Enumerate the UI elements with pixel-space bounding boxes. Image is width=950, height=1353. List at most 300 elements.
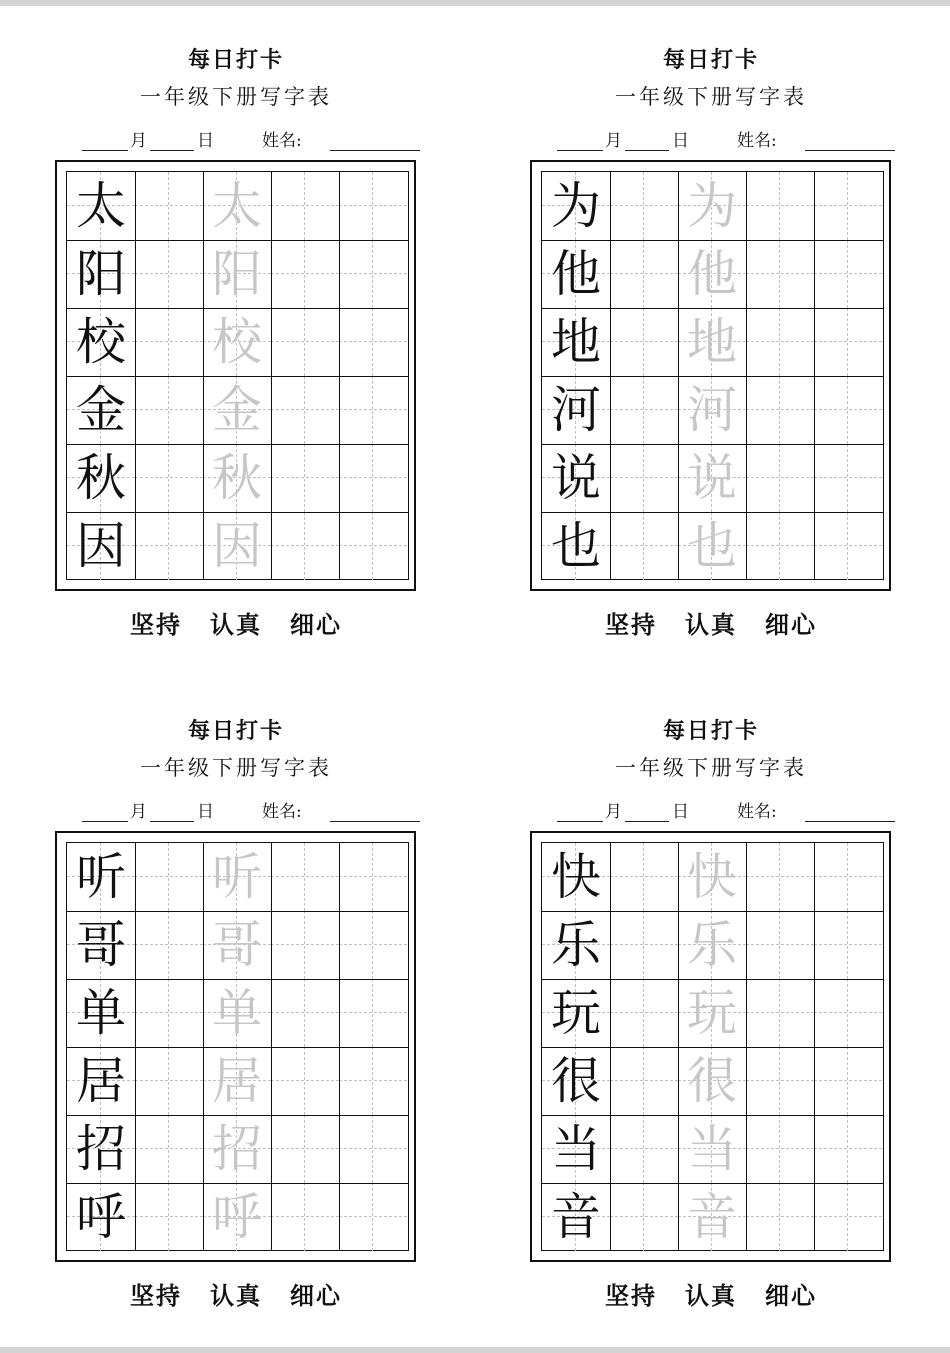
grid-row — [67, 843, 408, 911]
month-blank[interactable] — [82, 821, 128, 822]
guide-line-horizontal — [339, 205, 407, 206]
practice-cell[interactable] — [746, 444, 814, 512]
practice-cell[interactable] — [814, 512, 882, 580]
model-cell — [542, 911, 610, 979]
model-character: 居 — [76, 1052, 126, 1110]
model-cell — [67, 979, 135, 1047]
model-character: 也 — [551, 517, 601, 575]
trace-cell[interactable] — [678, 172, 746, 240]
month-label: 月 — [605, 802, 622, 822]
practice-cell[interactable] — [746, 1047, 814, 1115]
month-blank[interactable] — [557, 821, 603, 822]
grid-row — [67, 240, 408, 308]
practice-cell[interactable] — [339, 1047, 407, 1115]
practice-cell[interactable] — [746, 512, 814, 580]
day-blank[interactable] — [150, 821, 194, 822]
practice-cell[interactable] — [271, 240, 339, 308]
practice-cell[interactable] — [610, 376, 678, 444]
guide-line-horizontal — [746, 1216, 814, 1217]
grid-row — [67, 172, 408, 240]
guide-line-vertical — [304, 308, 305, 376]
practice-cell[interactable] — [746, 1115, 814, 1183]
grid-row-line — [542, 512, 883, 513]
practice-cell[interactable] — [610, 1047, 678, 1115]
practice-cell[interactable] — [610, 1183, 678, 1251]
grid-row — [67, 444, 408, 512]
grid-row-line — [67, 1115, 408, 1116]
guide-line-horizontal — [746, 205, 814, 206]
guide-line-vertical — [372, 512, 373, 580]
name-label: 姓名: — [737, 131, 777, 151]
grid-row-line — [67, 979, 408, 980]
guide-line-horizontal — [746, 545, 814, 546]
practice-cell[interactable] — [271, 308, 339, 376]
practice-sheet — [525, 711, 905, 1311]
trace-cell[interactable] — [203, 1047, 271, 1115]
sheet-subtitle: 一年级下册写字表 — [140, 756, 332, 780]
motto-word: 认真 — [210, 610, 262, 639]
practice-cell[interactable] — [135, 308, 203, 376]
trace-cell[interactable] — [203, 376, 271, 444]
grid-row-line — [542, 911, 883, 912]
name-label: 姓名: — [262, 131, 302, 151]
trace-cell[interactable] — [203, 979, 271, 1047]
guide-line-horizontal — [339, 944, 407, 945]
guide-line-horizontal — [135, 273, 203, 274]
motto-line — [50, 1279, 422, 1313]
grid-row — [542, 308, 883, 376]
day-blank[interactable] — [625, 150, 669, 151]
trace-cell[interactable] — [678, 240, 746, 308]
date-name-line — [525, 800, 897, 824]
practice-cell[interactable] — [814, 843, 882, 911]
guide-line-vertical — [847, 843, 848, 911]
guide-line-vertical — [643, 172, 644, 240]
guide-line-vertical — [304, 979, 305, 1047]
trace-cell[interactable] — [203, 444, 271, 512]
practice-cell[interactable] — [271, 1183, 339, 1251]
practice-cell[interactable] — [135, 1115, 203, 1183]
month-blank[interactable] — [557, 150, 603, 151]
trace-character: 很 — [687, 1052, 737, 1110]
trace-character: 因 — [212, 517, 262, 575]
guide-line-vertical — [643, 1115, 644, 1183]
model-cell — [67, 512, 135, 580]
grid-row — [542, 843, 883, 911]
practice-cell[interactable] — [814, 1047, 882, 1115]
guide-line-horizontal — [271, 273, 339, 274]
model-character: 太 — [76, 177, 126, 235]
guide-line-vertical — [779, 911, 780, 979]
practice-cell[interactable] — [814, 911, 882, 979]
guide-line-vertical — [779, 308, 780, 376]
guide-line-vertical — [304, 512, 305, 580]
guide-line-horizontal — [814, 273, 882, 274]
practice-cell[interactable] — [271, 1047, 339, 1115]
day-blank[interactable] — [150, 150, 194, 151]
writing-grid-frame — [530, 831, 891, 1262]
model-cell — [67, 911, 135, 979]
guide-line-horizontal — [271, 1216, 339, 1217]
writing-grid-frame — [530, 160, 891, 591]
guide-line-vertical — [372, 843, 373, 911]
trace-cell[interactable] — [678, 308, 746, 376]
guide-line-horizontal — [746, 1080, 814, 1081]
guide-line-horizontal — [610, 205, 678, 206]
practice-cell[interactable] — [339, 240, 407, 308]
model-cell — [542, 843, 610, 911]
name-label: 姓名: — [262, 802, 302, 822]
practice-cell[interactable] — [271, 1115, 339, 1183]
guide-line-vertical — [372, 172, 373, 240]
trace-cell[interactable] — [678, 1183, 746, 1251]
trace-cell[interactable] — [678, 1115, 746, 1183]
grid-row-line — [542, 1183, 883, 1184]
trace-character: 音 — [687, 1188, 737, 1246]
guide-line-horizontal — [271, 944, 339, 945]
practice-cell[interactable] — [610, 308, 678, 376]
guide-line-vertical — [168, 444, 169, 512]
grid-row-line — [542, 240, 883, 241]
motto-line — [525, 608, 897, 642]
trace-character: 为 — [687, 177, 737, 235]
guide-line-vertical — [643, 1183, 644, 1251]
guide-line-horizontal — [610, 944, 678, 945]
practice-cell[interactable] — [135, 444, 203, 512]
guide-line-vertical — [779, 240, 780, 308]
practice-cell[interactable] — [610, 240, 678, 308]
guide-line-horizontal — [135, 477, 203, 478]
sheet-subtitle: 一年级下册写字表 — [615, 85, 807, 109]
guide-line-vertical — [779, 1047, 780, 1115]
practice-cell[interactable] — [135, 1047, 203, 1115]
guide-line-horizontal — [814, 409, 882, 410]
name-blank[interactable] — [330, 821, 420, 822]
practice-cell[interactable] — [746, 843, 814, 911]
guide-line-horizontal — [814, 1216, 882, 1217]
model-character: 玩 — [551, 984, 601, 1042]
guide-line-vertical — [779, 843, 780, 911]
model-cell — [67, 308, 135, 376]
practice-cell[interactable] — [610, 444, 678, 512]
day-label: 日 — [672, 131, 689, 151]
guide-line-horizontal — [339, 1080, 407, 1081]
trace-character: 河 — [687, 381, 737, 439]
grid-row — [67, 376, 408, 444]
practice-cell[interactable] — [135, 843, 203, 911]
practice-cell[interactable] — [610, 979, 678, 1047]
trace-cell[interactable] — [203, 172, 271, 240]
guide-line-vertical — [168, 979, 169, 1047]
trace-character: 阳 — [212, 245, 262, 303]
guide-line-horizontal — [814, 545, 882, 546]
practice-cell[interactable] — [339, 308, 407, 376]
writing-grid-frame — [55, 831, 416, 1262]
sheet-title: 每日打卡 — [662, 718, 759, 744]
practice-cell[interactable] — [746, 172, 814, 240]
guide-line-horizontal — [135, 1216, 203, 1217]
model-cell — [67, 1115, 135, 1183]
guide-line-horizontal — [814, 1080, 882, 1081]
practice-cell[interactable] — [610, 172, 678, 240]
practice-cell[interactable] — [814, 979, 882, 1047]
model-character: 因 — [76, 517, 126, 575]
trace-cell[interactable] — [678, 376, 746, 444]
practice-cell[interactable] — [271, 911, 339, 979]
practice-cell[interactable] — [339, 843, 407, 911]
grid-row — [542, 1047, 883, 1115]
name-blank[interactable] — [805, 821, 895, 822]
guide-line-horizontal — [610, 1012, 678, 1013]
name-blank[interactable] — [805, 150, 895, 151]
name-blank[interactable] — [330, 150, 420, 151]
trace-cell[interactable] — [203, 1115, 271, 1183]
model-cell — [542, 172, 610, 240]
grid-row — [542, 512, 883, 580]
trace-cell[interactable] — [678, 1047, 746, 1115]
practice-cell[interactable] — [746, 240, 814, 308]
guide-line-vertical — [779, 979, 780, 1047]
guide-line-horizontal — [746, 273, 814, 274]
guide-line-horizontal — [135, 409, 203, 410]
guide-line-horizontal — [610, 876, 678, 877]
practice-cell[interactable] — [135, 911, 203, 979]
date-name-line — [50, 800, 422, 824]
practice-cell[interactable] — [610, 512, 678, 580]
guide-line-vertical — [847, 444, 848, 512]
trace-cell[interactable] — [203, 308, 271, 376]
guide-line-vertical — [168, 911, 169, 979]
practice-cell[interactable] — [746, 376, 814, 444]
practice-cell[interactable] — [746, 979, 814, 1047]
trace-cell[interactable] — [678, 979, 746, 1047]
practice-cell[interactable] — [271, 376, 339, 444]
guide-line-vertical — [643, 911, 644, 979]
trace-cell[interactable] — [678, 911, 746, 979]
guide-line-vertical — [304, 444, 305, 512]
grid-row-line — [67, 308, 408, 309]
model-character: 秋 — [76, 449, 126, 507]
trace-cell[interactable] — [203, 512, 271, 580]
guide-line-vertical — [643, 512, 644, 580]
trace-cell[interactable] — [203, 240, 271, 308]
trace-cell[interactable] — [203, 1183, 271, 1251]
writing-grid — [541, 842, 884, 1251]
practice-cell[interactable] — [814, 1183, 882, 1251]
practice-cell[interactable] — [135, 376, 203, 444]
model-cell — [67, 240, 135, 308]
guide-line-horizontal — [610, 341, 678, 342]
grid-row-line — [67, 512, 408, 513]
practice-cell[interactable] — [135, 240, 203, 308]
guide-line-vertical — [372, 376, 373, 444]
trace-character: 玩 — [687, 984, 737, 1042]
trace-cell[interactable] — [203, 843, 271, 911]
grid-row — [67, 1047, 408, 1115]
practice-sheet — [525, 40, 905, 640]
practice-cell[interactable] — [746, 911, 814, 979]
guide-line-horizontal — [610, 1080, 678, 1081]
model-character: 听 — [76, 848, 126, 906]
writing-grid — [66, 842, 409, 1251]
guide-line-vertical — [304, 240, 305, 308]
guide-line-vertical — [847, 172, 848, 240]
practice-cell[interactable] — [339, 911, 407, 979]
model-character: 地 — [551, 313, 601, 371]
guide-line-horizontal — [610, 1216, 678, 1217]
practice-cell[interactable] — [339, 444, 407, 512]
practice-cell[interactable] — [814, 1115, 882, 1183]
guide-line-vertical — [779, 1183, 780, 1251]
motto-word: 认真 — [685, 610, 737, 639]
grid-row — [542, 240, 883, 308]
guide-line-vertical — [372, 444, 373, 512]
writing-grid-frame — [55, 160, 416, 591]
motto-word: 认真 — [210, 1281, 262, 1310]
motto-word: 坚持 — [130, 610, 182, 639]
trace-character: 听 — [212, 848, 262, 906]
trace-cell[interactable] — [678, 843, 746, 911]
guide-line-vertical — [643, 979, 644, 1047]
grid-row-line — [542, 308, 883, 309]
guide-line-vertical — [847, 308, 848, 376]
grid-row-line — [67, 240, 408, 241]
model-cell — [542, 1115, 610, 1183]
practice-cell[interactable] — [271, 512, 339, 580]
practice-cell[interactable] — [814, 376, 882, 444]
practice-cell[interactable] — [610, 843, 678, 911]
guide-line-horizontal — [135, 876, 203, 877]
sheet-title: 每日打卡 — [662, 47, 759, 73]
practice-cell[interactable] — [135, 172, 203, 240]
sheet-title: 每日打卡 — [187, 47, 284, 73]
motto-line — [525, 1279, 897, 1313]
trace-cell[interactable] — [678, 444, 746, 512]
practice-cell[interactable] — [814, 308, 882, 376]
trace-character: 哥 — [212, 916, 262, 974]
practice-cell[interactable] — [339, 1183, 407, 1251]
guide-line-horizontal — [271, 1012, 339, 1013]
practice-cell[interactable] — [135, 1183, 203, 1251]
practice-cell[interactable] — [339, 1115, 407, 1183]
grid-row-line — [542, 1115, 883, 1116]
model-character: 乐 — [551, 916, 601, 974]
practice-cell[interactable] — [610, 1115, 678, 1183]
model-cell — [542, 240, 610, 308]
month-blank[interactable] — [82, 150, 128, 151]
model-cell — [67, 843, 135, 911]
sheet-title: 每日打卡 — [187, 718, 284, 744]
guide-line-horizontal — [135, 205, 203, 206]
model-character: 单 — [76, 984, 126, 1042]
guide-line-vertical — [168, 1115, 169, 1183]
guide-line-horizontal — [135, 341, 203, 342]
grid-row-line — [542, 444, 883, 445]
grid-row-line — [67, 444, 408, 445]
trace-cell[interactable] — [203, 911, 271, 979]
motto-word: 细心 — [765, 1281, 817, 1310]
grid-row-line — [67, 376, 408, 377]
practice-cell[interactable] — [135, 979, 203, 1047]
guide-line-vertical — [304, 1183, 305, 1251]
guide-line-vertical — [372, 979, 373, 1047]
motto-word: 坚持 — [605, 1281, 657, 1310]
guide-line-vertical — [779, 512, 780, 580]
guide-line-vertical — [847, 1047, 848, 1115]
guide-line-horizontal — [339, 545, 407, 546]
guide-line-horizontal — [339, 341, 407, 342]
trace-character: 呼 — [212, 1188, 262, 1246]
practice-cell[interactable] — [135, 512, 203, 580]
practice-cell[interactable] — [610, 911, 678, 979]
practice-cell[interactable] — [339, 979, 407, 1047]
sheet-subtitle: 一年级下册写字表 — [140, 85, 332, 109]
model-cell — [67, 1183, 135, 1251]
guide-line-vertical — [372, 1183, 373, 1251]
guide-line-horizontal — [746, 876, 814, 877]
practice-cell[interactable] — [271, 843, 339, 911]
guide-line-vertical — [779, 376, 780, 444]
motto-word: 细心 — [290, 610, 342, 639]
grid-row — [542, 444, 883, 512]
trace-cell[interactable] — [678, 512, 746, 580]
guide-line-vertical — [643, 240, 644, 308]
grid-row-line — [67, 1047, 408, 1048]
practice-cell[interactable] — [271, 172, 339, 240]
model-cell — [542, 1183, 610, 1251]
practice-cell[interactable] — [746, 308, 814, 376]
guide-line-vertical — [643, 843, 644, 911]
grid-row — [67, 308, 408, 376]
guide-line-horizontal — [271, 409, 339, 410]
grid-row — [67, 911, 408, 979]
practice-cell[interactable] — [746, 1183, 814, 1251]
practice-cell[interactable] — [339, 512, 407, 580]
guide-line-horizontal — [135, 1148, 203, 1149]
practice-cell[interactable] — [339, 376, 407, 444]
grid-row — [67, 1115, 408, 1183]
day-blank[interactable] — [625, 821, 669, 822]
practice-cell[interactable] — [271, 979, 339, 1047]
practice-cell[interactable] — [814, 172, 882, 240]
guide-line-vertical — [168, 240, 169, 308]
practice-cell[interactable] — [814, 444, 882, 512]
grid-row — [542, 1183, 883, 1251]
trace-character: 他 — [687, 245, 737, 303]
guide-line-horizontal — [746, 477, 814, 478]
guide-line-vertical — [168, 843, 169, 911]
writing-grid — [541, 171, 884, 580]
guide-line-horizontal — [135, 545, 203, 546]
guide-line-horizontal — [135, 1080, 203, 1081]
guide-line-horizontal — [814, 1012, 882, 1013]
practice-cell[interactable] — [339, 172, 407, 240]
practice-cell[interactable] — [271, 444, 339, 512]
guide-line-vertical — [847, 512, 848, 580]
guide-line-vertical — [168, 172, 169, 240]
model-cell — [542, 979, 610, 1047]
month-label: 月 — [130, 802, 147, 822]
guide-line-horizontal — [339, 409, 407, 410]
practice-cell[interactable] — [814, 240, 882, 308]
name-label: 姓名: — [737, 802, 777, 822]
guide-line-vertical — [304, 843, 305, 911]
trace-character: 校 — [212, 313, 262, 371]
guide-line-horizontal — [135, 1012, 203, 1013]
guide-line-vertical — [643, 1047, 644, 1115]
grid-row — [67, 1183, 408, 1251]
guide-line-vertical — [847, 979, 848, 1047]
